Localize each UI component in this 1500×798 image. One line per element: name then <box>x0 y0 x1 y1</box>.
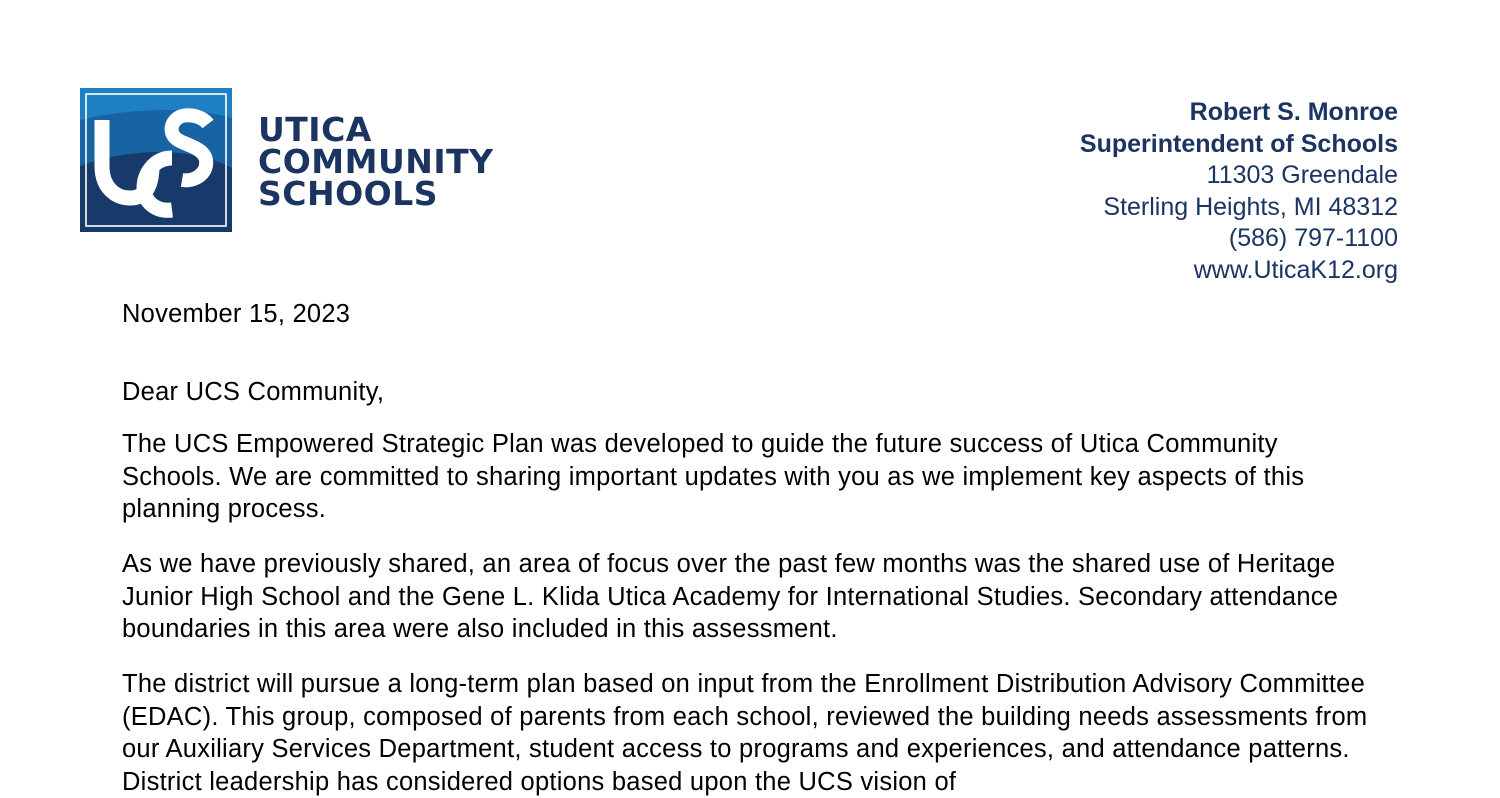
superintendent-title: Superintendent of Schools <box>1079 129 1398 158</box>
phone-number: (586) 797-1100 <box>1228 224 1398 252</box>
superintendent-name: Robert S. Monroe <box>1189 98 1398 126</box>
paragraph-3: The district will pursue a long-term plan based on input from the Enrollment Distribution Advisory Committee (EDAC). This group, composed of parents from each school, reviewed the building needs assessments from our Auxiliary Services Department, student access to programs and experiences, and attendance patterns. District leadership has considered options based upon the UCS vision of <box>122 670 1368 796</box>
ucs-logo-mark <box>80 88 232 232</box>
logo-wordmark <box>258 110 494 213</box>
address-street: 11303 Greendale <box>1206 161 1398 189</box>
address-city: Sterling Heights, MI 48312 <box>1103 192 1398 221</box>
logo-line-schools: SCHOOLS <box>258 174 439 213</box>
paragraph-2: As we have previously shared, an area of focus over the past few months was the shared use of Heritage Junior High School and the Gene L. Klida Utica Academy for International Studies. Secondary attendance boundaries in this area were also included in this assessment. <box>122 550 1339 643</box>
paragraph-1: The UCS Empowered Strategic Plan was developed to guide the future success of Utica Community Schools. We are committed to sharing important updates with you as we implement key aspects of this planning process. <box>122 430 1305 523</box>
website-link[interactable]: www.UticaK12.org <box>1193 255 1398 284</box>
logo-line-community: COMMUNITY <box>258 142 494 181</box>
logo-line-utica: UTICA <box>258 110 372 149</box>
district-logo <box>80 88 494 232</box>
letterhead-contact <box>1080 97 1398 286</box>
letter-salutation: Dear UCS Community, <box>122 378 385 406</box>
letter-date: November 15, 2023 <box>122 300 351 328</box>
